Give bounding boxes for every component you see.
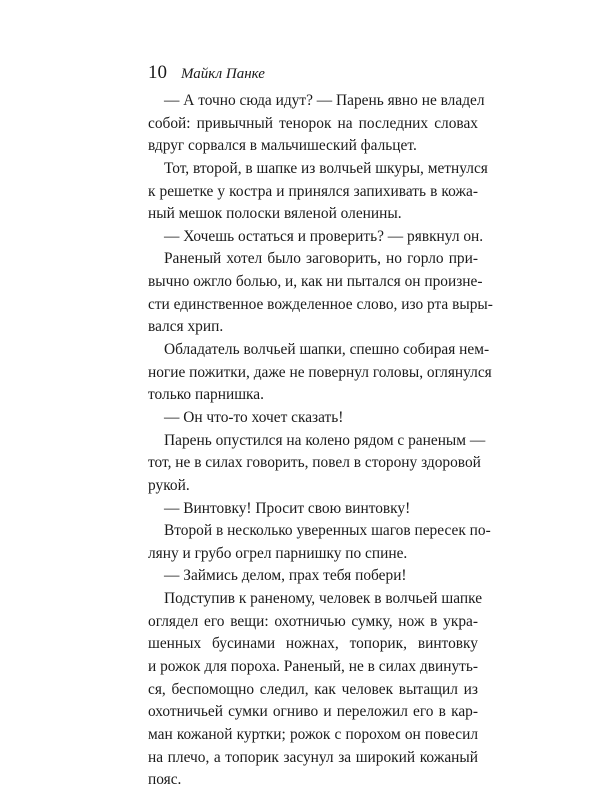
text-line: ногие пожитки, даже не повернул головы, оглянулся [148,363,492,381]
text-line: собой: привычный тенорок на последних словах [148,114,478,132]
text-line: на плечо, а топорик засунул за широкий кожаный [148,748,478,766]
text-line: только парнишка. [148,386,264,404]
text-line: Обладатель волчьей шапки, спешно собирая нем- [164,341,490,359]
text-line: тот, не в силах говорить, повел в сторону здоровой [148,454,481,472]
text-line: шенных бусинами ножнах, топорик, винтовку [148,635,478,653]
text-line: Второй в несколько уверенных шагов пересек по- [164,522,491,540]
text-line: вычно ожгло болью, и, как ни пытался он произне- [148,273,483,291]
text-line: Тот, второй, в шапке из волчьей шкуры, метнулся [164,159,488,177]
running-head-author: Майкл Панке [181,66,265,82]
body-text [148,90,493,792]
text-line: и рожок для пороха. Раненый, не в силах двинуть- [148,658,479,676]
text-line: ляну и грубо огрел парнишку по спине. [148,544,408,562]
text-line: — Он что-то хочет сказать! [164,408,344,426]
text-line: — Винтовку! Просит свою винтовку! [164,499,411,517]
text-line: к решетке у костра и принялся запихивать в кожа- [148,182,478,200]
text-line: ман кожаной куртки; рожок с порохом он повесил [148,725,478,743]
text-line: ный мешок полоски вяленой оленины. [148,205,402,223]
text-line: ся, беспомощно следил, как человек вытащил из [148,680,478,698]
text-line: оглядел его вещи: охотничью сумку, нож в укра- [148,612,478,630]
text-line: — Хочешь остаться и проверить? — рявкнул он. [164,227,484,245]
text-line: вдруг сорвался в мальчишеский фальцет. [148,137,417,155]
text-line: охотничьей сумки огниво и переложил его в кар- [148,703,478,721]
text-line: пояс. [148,771,182,789]
text-line: Подступив к раненому, человек в волчьей шапке [164,590,483,608]
text-line: Парень опустился на колено рядом с раненым — [164,431,486,449]
text-line: — Займись делом, прах тебя побери! [164,567,407,585]
text-line: сти единственное вожделенное слово, изо рта выры- [148,295,493,313]
text-line: вался хрип. [148,318,224,336]
text-line: рукой. [148,476,190,494]
text-line: — А точно сюда идут? — Парень явно не владел [164,92,485,109]
text-line: Раненый хотел было заговорить, но горло при- [164,250,478,268]
page-number: 10 [148,62,167,83]
running-head [148,62,265,86]
